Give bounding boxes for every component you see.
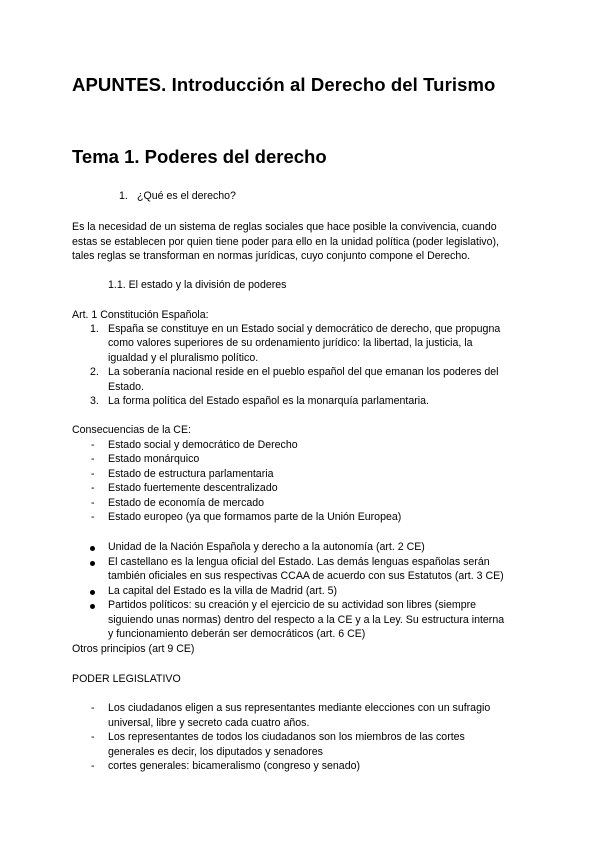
legislative-line: Los ciudadanos eligen a sus representantes mediante elecciones con un sufragio bbox=[108, 702, 491, 714]
bullet-dot bbox=[90, 546, 95, 551]
dash-bullet: - bbox=[91, 482, 95, 494]
art1-heading: Art. 1 Constitución Española: bbox=[72, 309, 209, 321]
consequence-item: Estado de estructura parlamentaria bbox=[108, 468, 274, 480]
consequence-item: Estado fuertemente descentralizado bbox=[108, 482, 278, 494]
legislative-line: cortes generales: bicameralismo (congreso y senado) bbox=[108, 760, 361, 772]
principle-line: El castellano es la lengua oficial del Estado. Las demás lenguas españolas serán bbox=[108, 556, 490, 568]
principle-line: Partidos políticos: su creación y el ejercicio de su actividad son libres (siempre bbox=[108, 599, 477, 611]
definition-line: Es la necesidad de un sistema de reglas sociales que hace posible la convivencia, cuando bbox=[72, 221, 497, 233]
legislative-heading: PODER LEGISLATIVO bbox=[72, 673, 181, 685]
legislative-line: generales es decir, los diputados y senadores bbox=[108, 746, 323, 758]
principle-line: y funcionamiento deberán ser democráticos (art. 6 CE) bbox=[108, 628, 366, 640]
dash-bullet: - bbox=[91, 453, 95, 465]
art1-item-line: como valores superiores de su ordenamiento jurídico: la libertad, la justicia, la bbox=[108, 337, 473, 349]
consequence-item: Estado europeo (ya que formamos parte de la Unión Europea) bbox=[108, 511, 402, 523]
dash-bullet: - bbox=[91, 702, 95, 714]
question-number: 1. bbox=[119, 190, 128, 202]
art1-item-line: Estado. bbox=[108, 381, 144, 393]
consequence-item: Estado monárquico bbox=[108, 453, 200, 465]
art1-item-number: 3. bbox=[90, 395, 99, 407]
art1-item-line: La forma política del Estado español es la monarquía parlamentaria. bbox=[108, 395, 429, 407]
principle-line: siguiendo unas normas) dentro del respecto a la CE y a la Ley. Su estructura interna bbox=[108, 614, 505, 626]
dash-bullet: - bbox=[91, 439, 95, 451]
consequence-item: Estado de economía de mercado bbox=[108, 497, 265, 509]
bullet-dot bbox=[90, 604, 95, 609]
legislative-line: Los representantes de todos los ciudadanos son los miembros de las cortes bbox=[108, 731, 465, 743]
other-principles: Otros principios (art 9 CE) bbox=[72, 643, 195, 655]
dash-bullet: - bbox=[91, 511, 95, 523]
consequences-heading: Consecuencias de la CE: bbox=[72, 424, 191, 436]
question-text: ¿Qué es el derecho? bbox=[137, 190, 236, 202]
legislative-line: universal, libre y secreto cada cuatro años. bbox=[108, 717, 310, 729]
document-title: APUNTES. Introducción al Derecho del Turismo bbox=[72, 74, 496, 95]
definition-line: estas se establecen por quien tiene poder para ello en la unidad política (poder legislativo), bbox=[72, 236, 499, 248]
consequence-item: Estado social y democrático de Derecho bbox=[108, 439, 298, 451]
principle-line: Unidad de la Nación Española y derecho a la autonomía (art. 2 CE) bbox=[108, 541, 425, 553]
art1-item-number: 1. bbox=[90, 323, 99, 335]
bullet-dot bbox=[90, 561, 95, 566]
section-title: Tema 1. Poderes del derecho bbox=[72, 146, 327, 167]
principle-line: La capital del Estado es la villa de Madrid (art. 5) bbox=[108, 585, 338, 597]
subsection-title: 1.1. El estado y la división de poderes bbox=[108, 279, 287, 291]
definition-line: tales reglas se transforman en normas jurídicas, cuyo conjunto compone el Derecho. bbox=[72, 250, 471, 262]
art1-item-line: La soberanía nacional reside en el pueblo español del que emanan los poderes del bbox=[108, 366, 499, 378]
dash-bullet: - bbox=[91, 731, 95, 743]
bullet-dot bbox=[90, 590, 95, 595]
dash-bullet: - bbox=[91, 468, 95, 480]
art1-item-line: igualdad y el pluralismo político. bbox=[108, 352, 259, 364]
principle-line: también oficiales en sus respectivas CCAA de acuerdo con sus Estatutos (art. 3 CE) bbox=[108, 570, 504, 582]
art1-item-line: España se constituye en un Estado social y democrático de derecho, que propugna bbox=[108, 323, 501, 335]
dash-bullet: - bbox=[91, 497, 95, 509]
dash-bullet: - bbox=[91, 760, 95, 772]
art1-item-number: 2. bbox=[90, 366, 99, 378]
